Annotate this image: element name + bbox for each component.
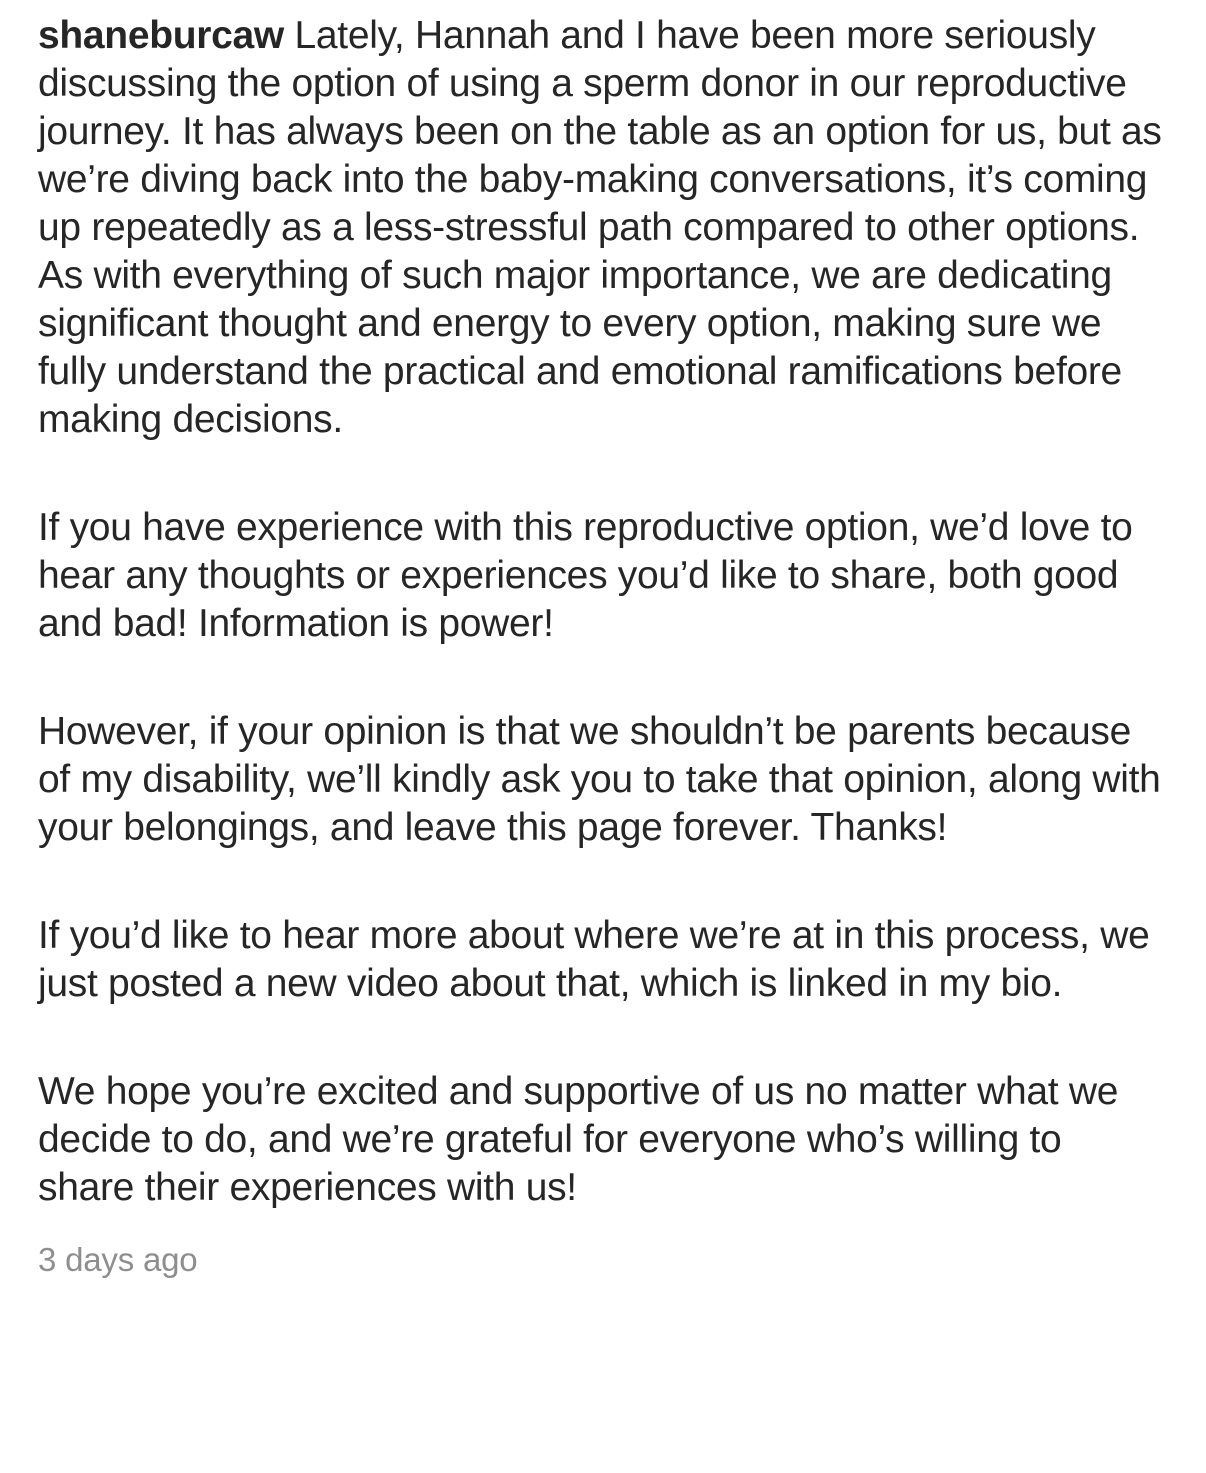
caption-paragraph-2: If you have experience with this reproductive option, we’d love to hear any thoughts or experiences you’d like to share, both good and bad! Information is power! [38, 506, 1133, 645]
caption-paragraph-1 [38, 12, 1168, 444]
post-timestamp: 3 days ago [38, 1241, 198, 1278]
caption-paragraph-5: We hope you’re excited and supportive of us no matter what we decide to do, and we’re grateful for everyone who’s willing to share their experiences with us! [38, 1070, 1119, 1209]
caption-text: Lately, Hannah and I have been more seriously discussing the option of using a sperm donor in our reproductive journey. It has always been on the table as an option for us, but as we’re diving back into the baby-making conversations, it’s coming up repeatedly as a less-stressful path compared to other options. As with everything of such major importance, we are dedicating significant thought and energy to every option, making sure we fully understand the practical and emotional ramifications before making decisions. [38, 14, 1162, 441]
caption-paragraph-4: If you’d like to hear more about where we’re at in this process, we just posted a new video about that, which is linked in my bio. [38, 914, 1150, 1005]
username-link[interactable]: shaneburcaw [38, 14, 284, 57]
caption-paragraph-3: However, if your opinion is that we shouldn’t be parents because of my disability, we’ll kindly ask you to take that opinion, along with your belongings, and leave this page forever. Thanks! [38, 710, 1161, 849]
